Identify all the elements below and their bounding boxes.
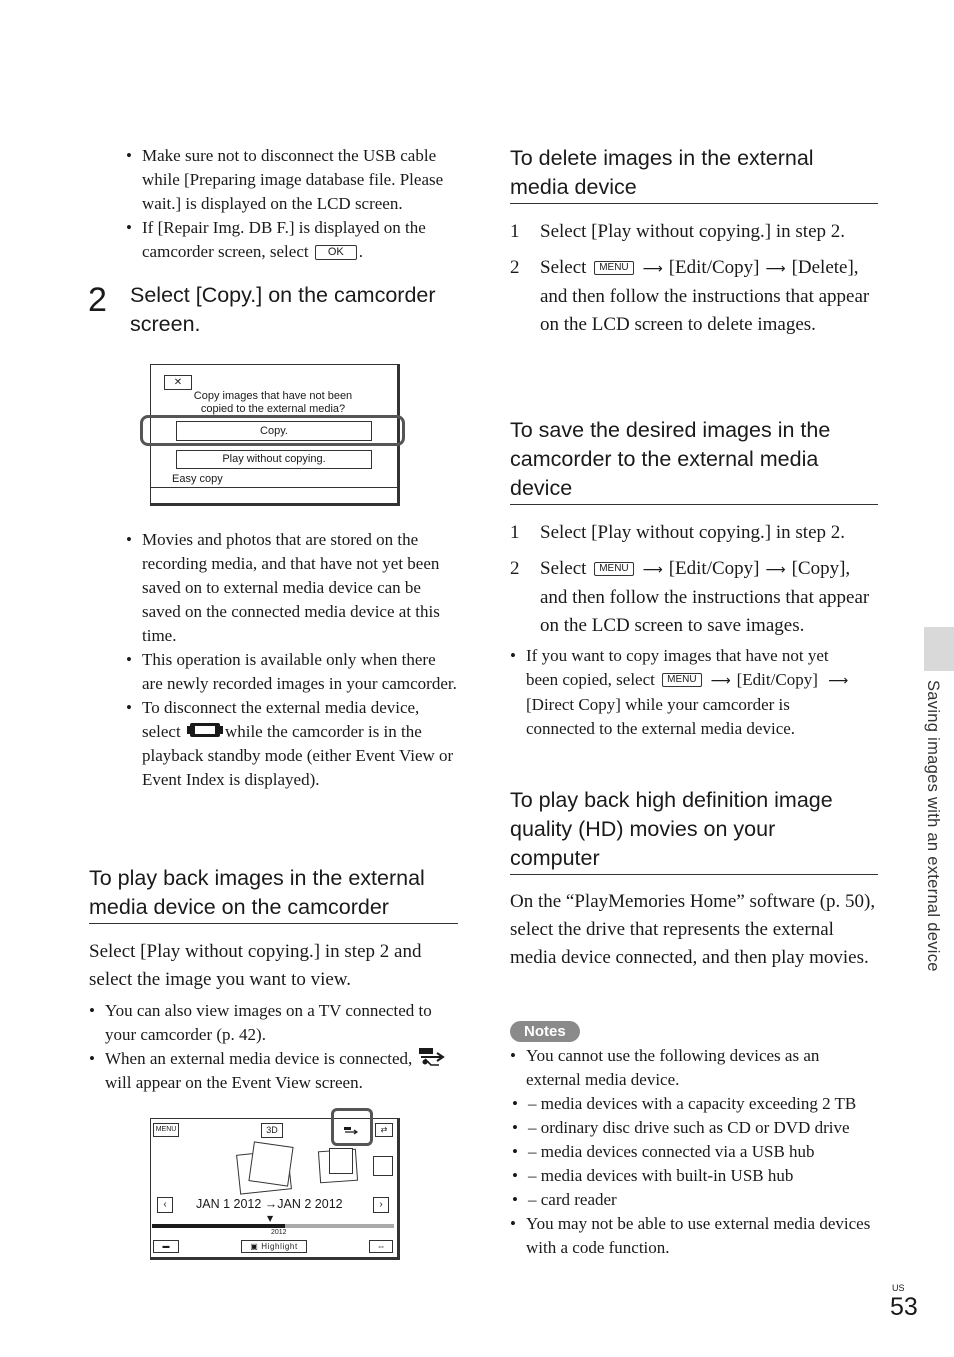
arrow-icon: ⟶ [642,562,663,578]
bullet-direct-copy: • If you want to copy images that have not yet been copied, select MENU ⟶ [Edit/Copy] ⟶[Direct Copy] while your camcorder is connected to the external media device. [510,644,855,741]
external-media-small-icon[interactable] [343,1123,359,1133]
left-mid-bullets [126,528,460,792]
event-thumbnail[interactable] [373,1156,393,1176]
view-switch-button[interactable]: ⇄ [375,1123,393,1137]
save-steps [510,519,882,648]
hd-section-rule [510,874,878,875]
step-2-text: Select [Copy.] on the camcorder screen. [130,283,436,336]
playback-bullets [89,999,461,1095]
dash-item: • – media devices with built-in USB hub [526,1164,878,1188]
copy-dialog-illustration [140,362,410,510]
notes-badge: Notes [510,1021,580,1042]
dash-item: • – card reader [526,1188,878,1212]
step-2-number: 2 [88,281,107,319]
hd-body: On the “PlayMemories Home” software (p. 50), select the drive that represents the external media device connected, and then play movies. [510,891,876,968]
delete-step-2: 2 Select MENU ⟶ [Edit/Copy] ⟶ [Delete], and then follow the instructions that appear on the LCD screen to delete images. [510,257,870,335]
side-tab-marker [924,627,954,671]
menu-button-glyph: MENU [594,261,633,275]
delete-section-heading: To delete images in the external media device [510,146,814,199]
dash-item: • – ordinary disc drive such as CD or DVD drive [526,1116,878,1140]
highlight-icon: ▣ [250,1242,259,1251]
chevron-left-icon[interactable]: ‹ [157,1197,173,1213]
delete-step-1: 1 Select [Play without copying.] in step 2. [510,221,846,242]
three-d-button[interactable]: 3D [261,1123,283,1138]
bullet-tv: • You can also view images on a TV connected to your camcorder (p. 42). [89,999,461,1047]
close-icon: ✕ [164,375,192,390]
event-view-illustration [147,1106,403,1264]
bullet-repair-db: • If [Repair Img. DB F.] is displayed on the camcorder screen, select OK . [126,216,458,264]
highlight-button[interactable]: ▣ Highlight [241,1240,307,1253]
playback-section-heading: To play back images in the external media device on the camcorder [89,866,425,919]
note-bullet-devices: • You cannot use the following devices as an external media device. • – media devices with a capacity exceeding 2 TB • – ordinary disc drive such as CD or DVD drive • – media devices connected via a USB hub • – media devices with built-in USB hub • – card reader [510,1044,878,1212]
bullet-movies-photos: • Movies and photos that are stored on the recording media, and that have not yet been saved on to external media device can be saved on the connected media device at this time. [126,528,460,648]
timeline-year: 2012 [271,1229,287,1236]
save-section-heading: To save the desired images in the camcorder to the external media device [510,418,831,500]
dialog-divider [151,487,397,488]
left-top-bullets [126,144,458,264]
save-step-1: 1 Select [Play without copying.] in step 2. [510,522,846,543]
note-bullet-code-function: • You may not be able to use external media devices with a code function. [510,1212,878,1260]
playback-body: Select [Play without copying.] in step 2 and select the image you want to view. [89,941,422,990]
save-bullets [510,644,855,741]
playback-icon [187,721,223,737]
external-media-icon [417,1047,447,1065]
event-thumbnail[interactable] [248,1141,293,1186]
save-section-rule [510,504,878,505]
side-tab-label: Saving images with an external device [924,680,942,972]
menu-button-glyph: MENU [594,562,633,576]
bullet-usb-cable: • Make sure not to disconnect the USB cable while [Preparing image database file. Please wait.] is displayed on the LCD screen. [126,144,458,216]
ok-button-glyph: OK [315,245,357,260]
bullet-operation: • This operation is available only when there are newly recorded images in your camcorder. [126,648,460,696]
playback-mode-button[interactable]: ▬ [153,1240,179,1253]
footer-region: US [892,1283,905,1293]
arrow-icon: ⟶ [642,261,663,277]
easy-copy-label: Easy copy [172,473,223,485]
date-range: JAN 1 2012 →JAN 2 2012 [196,1197,343,1211]
arrow-icon: ⟶ [765,562,786,578]
menu-button[interactable]: MENU [153,1123,179,1137]
arrow-icon: ⟶ [828,673,849,689]
play-without-copying-button[interactable]: Play without copying. [176,450,372,469]
dialog-question-line2: copied to the external media? [200,403,346,415]
copy-button[interactable]: Copy. [176,421,372,441]
playback-section-rule [89,923,458,924]
delete-section-rule [510,203,878,204]
event-thumbnail[interactable] [329,1148,353,1174]
swap-icon[interactable]: ⇔ [369,1240,393,1253]
chevron-right-icon[interactable]: › [373,1197,389,1213]
arrow-icon: ⟶ [765,261,786,277]
save-step-2: 2 Select MENU ⟶ [Edit/Copy] ⟶ [Copy], and then follow the instructions that appear on the LCD screen to save images. [510,558,870,636]
menu-button-glyph: MENU [662,673,701,687]
hd-section-heading: To play back high definition image quality (HD) movies on your computer [510,788,833,870]
dash-item: • – media devices connected via a USB hub [526,1140,878,1164]
timeline-marker-icon: ▼ [267,1214,274,1223]
bullet-external-icon: • When an external media device is connected, will appear on the Event View screen. [89,1047,461,1095]
bullet-disconnect: • To disconnect the external media device, select while the camcorder is in the playback standby mode (either Event View or Event Index is displayed). [126,696,460,792]
delete-steps [510,218,878,347]
dash-item: • – media devices with a capacity exceeding 2 TB [526,1092,878,1116]
dialog-question-line1: Copy images that have not been [193,390,353,402]
devices-dash-list [526,1092,878,1212]
page-number: 53 [890,1293,918,1321]
arrow-icon: ⟶ [710,673,731,689]
notes-list [510,1044,878,1260]
